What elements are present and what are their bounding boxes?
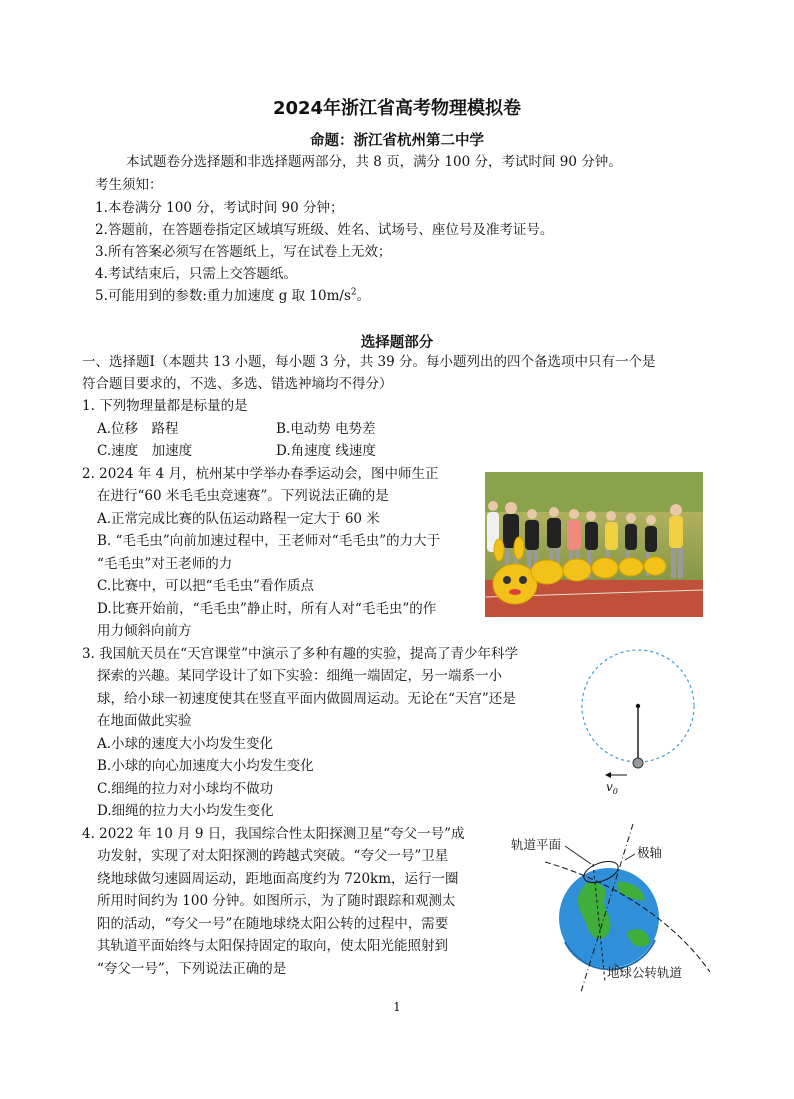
page-number: 1 xyxy=(393,1000,401,1014)
question-3-option-d: D.细绳的拉力大小均发生变化 xyxy=(97,803,274,819)
question-2-line: 2. 2024 年 4 月，杭州某中学举办春季运动会，图中师生正 xyxy=(82,466,439,482)
notice-item: 1.本卷满分 100 分，考试时间 90 分钟； xyxy=(95,200,344,216)
earth-orbit-figure xyxy=(505,822,725,997)
question-2-option-d-cont: 用力倾斜向前方 xyxy=(97,623,192,639)
question-3-option-b: B.小球的向心加速度大小均发生变化 xyxy=(97,758,314,774)
polar-axis-label: 极轴 xyxy=(637,845,663,860)
question-4-line: 绕地球做匀速圆周运动，距地面高度约为 720km，运行一圈 xyxy=(97,871,459,887)
question-4-line: 所用时间约为 100 分钟。如图所示，为了随时跟踪和观测太 xyxy=(97,893,456,909)
notice-item: 5.可能用到的参数:重力加速度 g 取 $10m/s^2$。 xyxy=(95,287,371,304)
question-3-line: 3. 我国航天员在“天宫课堂”中演示了多种有趣的实验，提高了青少年科学 xyxy=(82,646,518,662)
question-2-option-d: D.比赛开始前，“毛毛虫”静止时，所有人对“毛毛虫”的作 xyxy=(97,601,437,617)
question-3-line: 在地面做此实验 xyxy=(97,713,192,729)
section-title: 选择题部分 xyxy=(360,335,434,351)
question-4-line: 功发射，实现了对太阳探测的跨越式突破。“夸父一号”卫星 xyxy=(97,848,449,864)
earth-orbit-label: 地球公转轨道 xyxy=(607,965,683,980)
caterpillar-race-photo xyxy=(485,472,703,617)
question-1-option-d: D.角速度 线速度 xyxy=(276,443,376,459)
notice-heading: 考生须知： xyxy=(95,177,163,193)
question-2-option-b-cont: “毛毛虫”对王老师的力 xyxy=(97,556,233,572)
velocity-label: $v_0$ xyxy=(606,780,618,796)
question-1-option-a: A.位移 路程 xyxy=(97,421,179,437)
question-1-stem: 1. 下列物理量都是标量的是 xyxy=(82,398,248,414)
question-4-line: 其轨道平面始终与太阳保持固定的取向，使太阳光能照射到 xyxy=(97,938,448,954)
section-intro: 一、选择题I（本题共 13 小题，每小题 3 分，共 39 分。每小题列出的四个备选项中只有一个是 xyxy=(82,354,656,370)
notice-item: 2.答题前，在答题卷指定区域填写班级、姓名、试场号、座位号及准考证号。 xyxy=(95,222,554,238)
question-2-option-b: B. “毛毛虫”向前加速过程中，王老师对“毛毛虫”的力大于 xyxy=(97,533,441,549)
question-3-line: 探索的兴趣。某同学设计了如下实验：细绳一端固定，另一端系一小 xyxy=(97,668,502,684)
page-subtitle: 命题：浙江省杭州第二中学 xyxy=(310,133,484,149)
notice-item: 3.所有答案必须写在答题纸上，写在试卷上无效； xyxy=(95,244,392,260)
question-3-option-a: A.小球的速度大小均发生变化 xyxy=(97,736,274,752)
question-1-option-b: B.电动势 电势差 xyxy=(276,421,376,437)
notice-item: 4.考试结束后，只需上交答题纸。 xyxy=(95,266,297,282)
question-3-line: 球，给小球一初速度使其在竖直平面内做圆周运动。无论在“天宫”还是 xyxy=(97,691,516,707)
question-2-line: 在进行“60 米毛毛虫竞速赛”。下列说法正确的是 xyxy=(97,488,389,504)
question-1-option-c: C.速度 加速度 xyxy=(97,443,193,459)
orbit-plane-label: 轨道平面 xyxy=(511,837,562,852)
page-title: 2024年浙江省高考物理模拟卷 xyxy=(272,98,522,119)
question-3-option-c: C.细绳的拉力对小球均不做功 xyxy=(97,781,274,797)
question-2-option-a: A.正常完成比赛的队伍运动路程一定大于 60 米 xyxy=(97,511,380,527)
question-4-line: 阳的活动，“夸父一号”在随地球绕太阳公转的过程中，需要 xyxy=(97,916,449,932)
question-4-line: 4. 2022 年 10 月 9 日，我国综合性太阳探测卫星“夸父一号”成 xyxy=(82,826,465,842)
circular-motion-figure xyxy=(575,630,705,800)
intro-text: 本试题卷分选择题和非选择题两部分，共 8 页，满分 100 分，考试时间 90 分钟。 xyxy=(126,154,622,170)
question-4-line: “夸父一号”，下列说法正确的是 xyxy=(97,961,287,977)
section-intro: 符合题目要求的，不选、多选、错选衶墒均不得分） xyxy=(82,376,393,392)
question-2-option-c: C.比赛中，可以把“毛毛虫”看作质点 xyxy=(97,578,314,594)
